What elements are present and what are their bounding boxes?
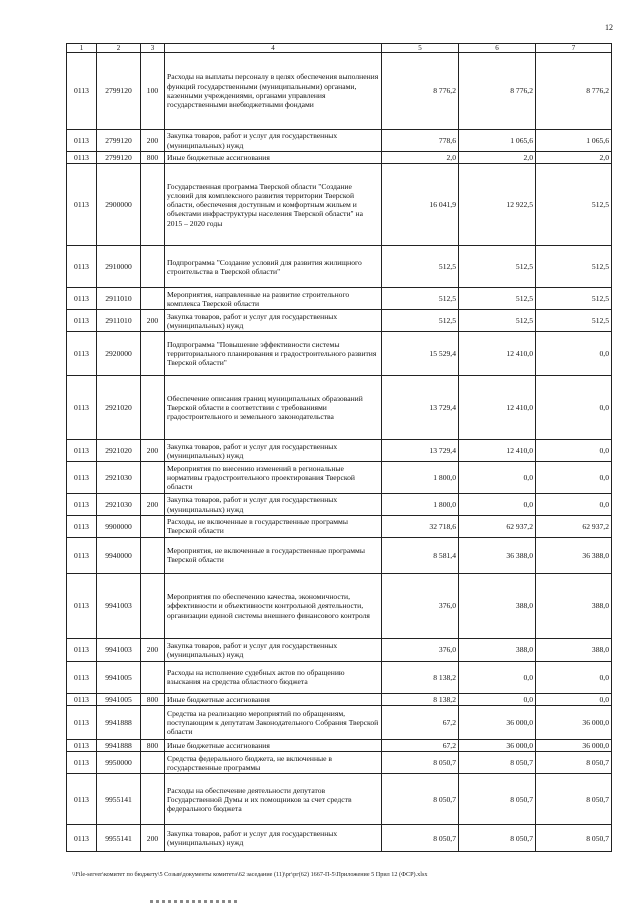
amount-cell: 512,5 <box>459 288 536 310</box>
description-cell: Подпрограмма "Создание условий для развития жилищного строительства в Тверской области" <box>165 246 382 288</box>
amount-cell: 512,5 <box>536 310 612 332</box>
description-cell: Мероприятия по внесению изменений в региональные нормативы градостроительного проектирования Тверской области <box>165 462 382 494</box>
section-code-cell: 0113 <box>67 246 97 288</box>
target-item-code-cell: 2921030 <box>97 494 141 516</box>
description-cell: Закупка товаров, работ и услуг для государственных (муниципальных) нужд <box>165 440 382 462</box>
amount-cell: 8 776,2 <box>536 53 612 130</box>
amount-cell: 0,0 <box>536 494 612 516</box>
column-number-header-row <box>67 44 612 53</box>
section-code-cell: 0113 <box>67 706 97 740</box>
expense-type-code-cell <box>141 661 165 693</box>
expense-type-code-cell <box>141 515 165 537</box>
amount-cell: 1 800,0 <box>382 462 459 494</box>
amount-cell: 62 937,2 <box>536 515 612 537</box>
expense-type-code-cell: 200 <box>141 825 165 852</box>
table-row <box>67 515 612 537</box>
amount-cell: 12 922,5 <box>459 164 536 246</box>
description-cell: Иные бюджетные ассигнования <box>165 693 382 705</box>
amount-cell: 8 138,2 <box>382 693 459 705</box>
amount-cell: 12 410,0 <box>459 440 536 462</box>
amount-cell: 0,0 <box>536 693 612 705</box>
target-item-code-cell: 2921020 <box>97 440 141 462</box>
amount-cell: 12 410,0 <box>459 332 536 376</box>
amount-cell: 8 050,7 <box>536 752 612 774</box>
table-row <box>67 661 612 693</box>
section-code-cell: 0113 <box>67 332 97 376</box>
target-item-code-cell: 2921030 <box>97 462 141 494</box>
amount-cell: 36 388,0 <box>536 537 612 573</box>
expense-type-code-cell: 800 <box>141 740 165 752</box>
amount-cell: 512,5 <box>382 288 459 310</box>
target-item-code-cell: 9955141 <box>97 774 141 825</box>
description-cell: Расходы на выплаты персоналу в целях обеспечения выполнения функций государственными (муниципальными) органами, казенными учреждениями, органами управления государственными внебюджетными фондами <box>165 53 382 130</box>
description-cell: Обеспечение описания границ муниципальных образований Тверской области в соответствии с требованиями градостроительного и земельного законодательства <box>165 376 382 440</box>
description-cell: Государственная программа Тверской области "Создание условий для комплексного развития территории Тверской области, обеспечения доступным и комфортным жильем и объектами инфраструктуры населения Тверской области" на 2015 – 2020 годы <box>165 164 382 246</box>
description-cell: Расходы на обеспечение деятельности депутатов Государственной Думы и их помощников за счет средств федерального бюджета <box>165 774 382 825</box>
amount-cell: 13 729,4 <box>382 440 459 462</box>
table-row <box>67 706 612 740</box>
amount-cell: 8 050,7 <box>536 825 612 852</box>
section-code-cell: 0113 <box>67 152 97 164</box>
amount-cell: 778,6 <box>382 130 459 152</box>
description-cell: Закупка товаров, работ и услуг для государственных (муниципальных) нужд <box>165 494 382 516</box>
description-cell: Средства федерального бюджета, не включенные в государственные программы <box>165 752 382 774</box>
amount-cell: 8 050,7 <box>382 774 459 825</box>
amount-cell: 8 050,7 <box>382 825 459 852</box>
target-item-code-cell: 9941005 <box>97 661 141 693</box>
amount-cell: 36 000,0 <box>536 706 612 740</box>
description-cell: Иные бюджетные ассигнования <box>165 152 382 164</box>
expense-type-code-cell: 200 <box>141 310 165 332</box>
target-item-code-cell: 9941003 <box>97 573 141 638</box>
amount-cell: 0,0 <box>459 462 536 494</box>
section-code-cell: 0113 <box>67 638 97 661</box>
amount-cell: 8 050,7 <box>459 825 536 852</box>
amount-cell: 67,2 <box>382 740 459 752</box>
header-cell: 1 <box>67 44 97 53</box>
amount-cell: 0,0 <box>536 661 612 693</box>
expense-type-code-cell: 200 <box>141 130 165 152</box>
table-row <box>67 752 612 774</box>
amount-cell: 36 000,0 <box>459 740 536 752</box>
amount-cell: 512,5 <box>459 310 536 332</box>
amount-cell: 388,0 <box>536 638 612 661</box>
amount-cell: 8 138,2 <box>382 661 459 693</box>
expense-type-code-cell <box>141 462 165 494</box>
description-cell: Подпрограмма "Повышение эффективности системы территориального планирования и градостроительного развития Тверской области" <box>165 332 382 376</box>
expense-type-code-cell <box>141 332 165 376</box>
section-code-cell: 0113 <box>67 740 97 752</box>
header-cell: 5 <box>382 44 459 53</box>
amount-cell: 2,0 <box>536 152 612 164</box>
amount-cell: 36 000,0 <box>459 706 536 740</box>
section-code-cell: 0113 <box>67 164 97 246</box>
header-cell: 6 <box>459 44 536 53</box>
expense-type-code-cell <box>141 537 165 573</box>
section-code-cell: 0113 <box>67 825 97 852</box>
target-item-code-cell: 9950000 <box>97 752 141 774</box>
description-cell: Закупка товаров, работ и услуг для государственных (муниципальных) нужд <box>165 825 382 852</box>
description-cell: Мероприятия по обеспечению качества, экономичности, эффективности и объективности контрольной деятельности, организации единой системы внешнего финансового контроля <box>165 573 382 638</box>
amount-cell: 8 776,2 <box>459 53 536 130</box>
amount-cell: 512,5 <box>536 164 612 246</box>
description-cell: Закупка товаров, работ и услуг для государственных (муниципальных) нужд <box>165 130 382 152</box>
expense-type-code-cell <box>141 774 165 825</box>
target-item-code-cell: 9941888 <box>97 740 141 752</box>
amount-cell: 2,0 <box>459 152 536 164</box>
section-code-cell: 0113 <box>67 752 97 774</box>
amount-cell: 16 041,9 <box>382 164 459 246</box>
amount-cell: 0,0 <box>536 462 612 494</box>
expense-type-code-cell <box>141 376 165 440</box>
amount-cell: 36 388,0 <box>459 537 536 573</box>
amount-cell: 512,5 <box>536 246 612 288</box>
section-code-cell: 0113 <box>67 494 97 516</box>
amount-cell: 8 776,2 <box>382 53 459 130</box>
amount-cell: 1 065,6 <box>459 130 536 152</box>
expense-type-code-cell: 800 <box>141 693 165 705</box>
description-cell: Иные бюджетные ассигнования <box>165 740 382 752</box>
expense-type-code-cell: 800 <box>141 152 165 164</box>
amount-cell: 388,0 <box>459 638 536 661</box>
amount-cell: 0,0 <box>459 494 536 516</box>
description-cell: Мероприятия, не включенные в государственные программы Тверской области <box>165 537 382 573</box>
amount-cell: 62 937,2 <box>459 515 536 537</box>
expense-type-code-cell <box>141 573 165 638</box>
scan-artifact <box>150 900 240 903</box>
table-row <box>67 740 612 752</box>
description-cell: Расходы, не включенные в государственные программы Тверской области <box>165 515 382 537</box>
section-code-cell: 0113 <box>67 661 97 693</box>
table-row <box>67 288 612 310</box>
amount-cell: 388,0 <box>459 573 536 638</box>
amount-cell: 13 729,4 <box>382 376 459 440</box>
budget-table <box>66 43 612 852</box>
target-item-code-cell: 9955141 <box>97 825 141 852</box>
expense-type-code-cell: 200 <box>141 494 165 516</box>
target-item-code-cell: 2920000 <box>97 332 141 376</box>
table-row <box>67 152 612 164</box>
amount-cell: 8 050,7 <box>459 752 536 774</box>
header-cell: 7 <box>536 44 612 53</box>
amount-cell: 8 050,7 <box>382 752 459 774</box>
expense-type-code-cell <box>141 164 165 246</box>
table-row <box>67 693 612 705</box>
table-row <box>67 774 612 825</box>
amount-cell: 512,5 <box>459 246 536 288</box>
amount-cell: 512,5 <box>382 310 459 332</box>
amount-cell: 1 065,6 <box>536 130 612 152</box>
amount-cell: 376,0 <box>382 573 459 638</box>
amount-cell: 0,0 <box>536 440 612 462</box>
table-row <box>67 537 612 573</box>
amount-cell: 512,5 <box>536 288 612 310</box>
table-row <box>67 310 612 332</box>
amount-cell: 36 000,0 <box>536 740 612 752</box>
target-item-code-cell: 2911010 <box>97 288 141 310</box>
amount-cell: 8 581,4 <box>382 537 459 573</box>
target-item-code-cell: 2799120 <box>97 152 141 164</box>
expense-type-code-cell <box>141 706 165 740</box>
section-code-cell: 0113 <box>67 774 97 825</box>
target-item-code-cell: 2900000 <box>97 164 141 246</box>
table-row <box>67 164 612 246</box>
amount-cell: 2,0 <box>382 152 459 164</box>
header-cell: 2 <box>97 44 141 53</box>
page-number: 12 <box>605 23 613 32</box>
table-row <box>67 376 612 440</box>
description-cell: Средства на реализацию мероприятий по обращениям, поступающим к депутатам Законодательного Собрания Тверской области <box>165 706 382 740</box>
amount-cell: 1 800,0 <box>382 494 459 516</box>
section-code-cell: 0113 <box>67 515 97 537</box>
section-code-cell: 0113 <box>67 130 97 152</box>
target-item-code-cell: 9941005 <box>97 693 141 705</box>
amount-cell: 0,0 <box>459 693 536 705</box>
table-row <box>67 825 612 852</box>
target-item-code-cell: 9941888 <box>97 706 141 740</box>
section-code-cell: 0113 <box>67 310 97 332</box>
table-row <box>67 494 612 516</box>
expense-type-code-cell: 200 <box>141 440 165 462</box>
target-item-code-cell: 2799120 <box>97 53 141 130</box>
expense-type-code-cell <box>141 246 165 288</box>
amount-cell: 12 410,0 <box>459 376 536 440</box>
target-item-code-cell: 2910000 <box>97 246 141 288</box>
description-cell: Закупка товаров, работ и услуг для государственных (муниципальных) нужд <box>165 310 382 332</box>
target-item-code-cell: 9900000 <box>97 515 141 537</box>
target-item-code-cell: 2799120 <box>97 130 141 152</box>
table-row <box>67 53 612 130</box>
section-code-cell: 0113 <box>67 376 97 440</box>
section-code-cell: 0113 <box>67 440 97 462</box>
header-cell: 3 <box>141 44 165 53</box>
amount-cell: 0,0 <box>536 332 612 376</box>
table-row <box>67 638 612 661</box>
target-item-code-cell: 9940000 <box>97 537 141 573</box>
amount-cell: 0,0 <box>459 661 536 693</box>
amount-cell: 32 718,6 <box>382 515 459 537</box>
amount-cell: 8 050,7 <box>459 774 536 825</box>
expense-type-code-cell <box>141 288 165 310</box>
table-row <box>67 440 612 462</box>
amount-cell: 0,0 <box>536 376 612 440</box>
section-code-cell: 0113 <box>67 537 97 573</box>
table-row <box>67 573 612 638</box>
table-row <box>67 462 612 494</box>
table-row <box>67 246 612 288</box>
amount-cell: 376,0 <box>382 638 459 661</box>
table-row <box>67 130 612 152</box>
amount-cell: 67,2 <box>382 706 459 740</box>
expense-type-code-cell: 100 <box>141 53 165 130</box>
section-code-cell: 0113 <box>67 462 97 494</box>
section-code-cell: 0113 <box>67 53 97 130</box>
header-cell: 4 <box>165 44 382 53</box>
section-code-cell: 0113 <box>67 288 97 310</box>
amount-cell: 15 529,4 <box>382 332 459 376</box>
amount-cell: 8 050,7 <box>536 774 612 825</box>
description-cell: Расходы на исполнение судебных актов по обращению взыскания на средства областного бюджета <box>165 661 382 693</box>
amount-cell: 388,0 <box>536 573 612 638</box>
expense-type-code-cell: 200 <box>141 638 165 661</box>
amount-cell: 512,5 <box>382 246 459 288</box>
section-code-cell: 0113 <box>67 573 97 638</box>
description-cell: Закупка товаров, работ и услуг для государственных (муниципальных) нужд <box>165 638 382 661</box>
section-code-cell: 0113 <box>67 693 97 705</box>
description-cell: Мероприятия, направленные на развитие строительного комплекса Тверской области <box>165 288 382 310</box>
footer-file-path: \\File-server\комитет по бюджету\5 Созыв\документы комитета\62 заседание (11)\рг\рг(62) 1667-П-5\Приложение 5 Прил 12 (ФСР).xlsx <box>72 871 428 878</box>
target-item-code-cell: 2911010 <box>97 310 141 332</box>
target-item-code-cell: 9941003 <box>97 638 141 661</box>
expense-type-code-cell <box>141 752 165 774</box>
table-row <box>67 332 612 376</box>
target-item-code-cell: 2921020 <box>97 376 141 440</box>
